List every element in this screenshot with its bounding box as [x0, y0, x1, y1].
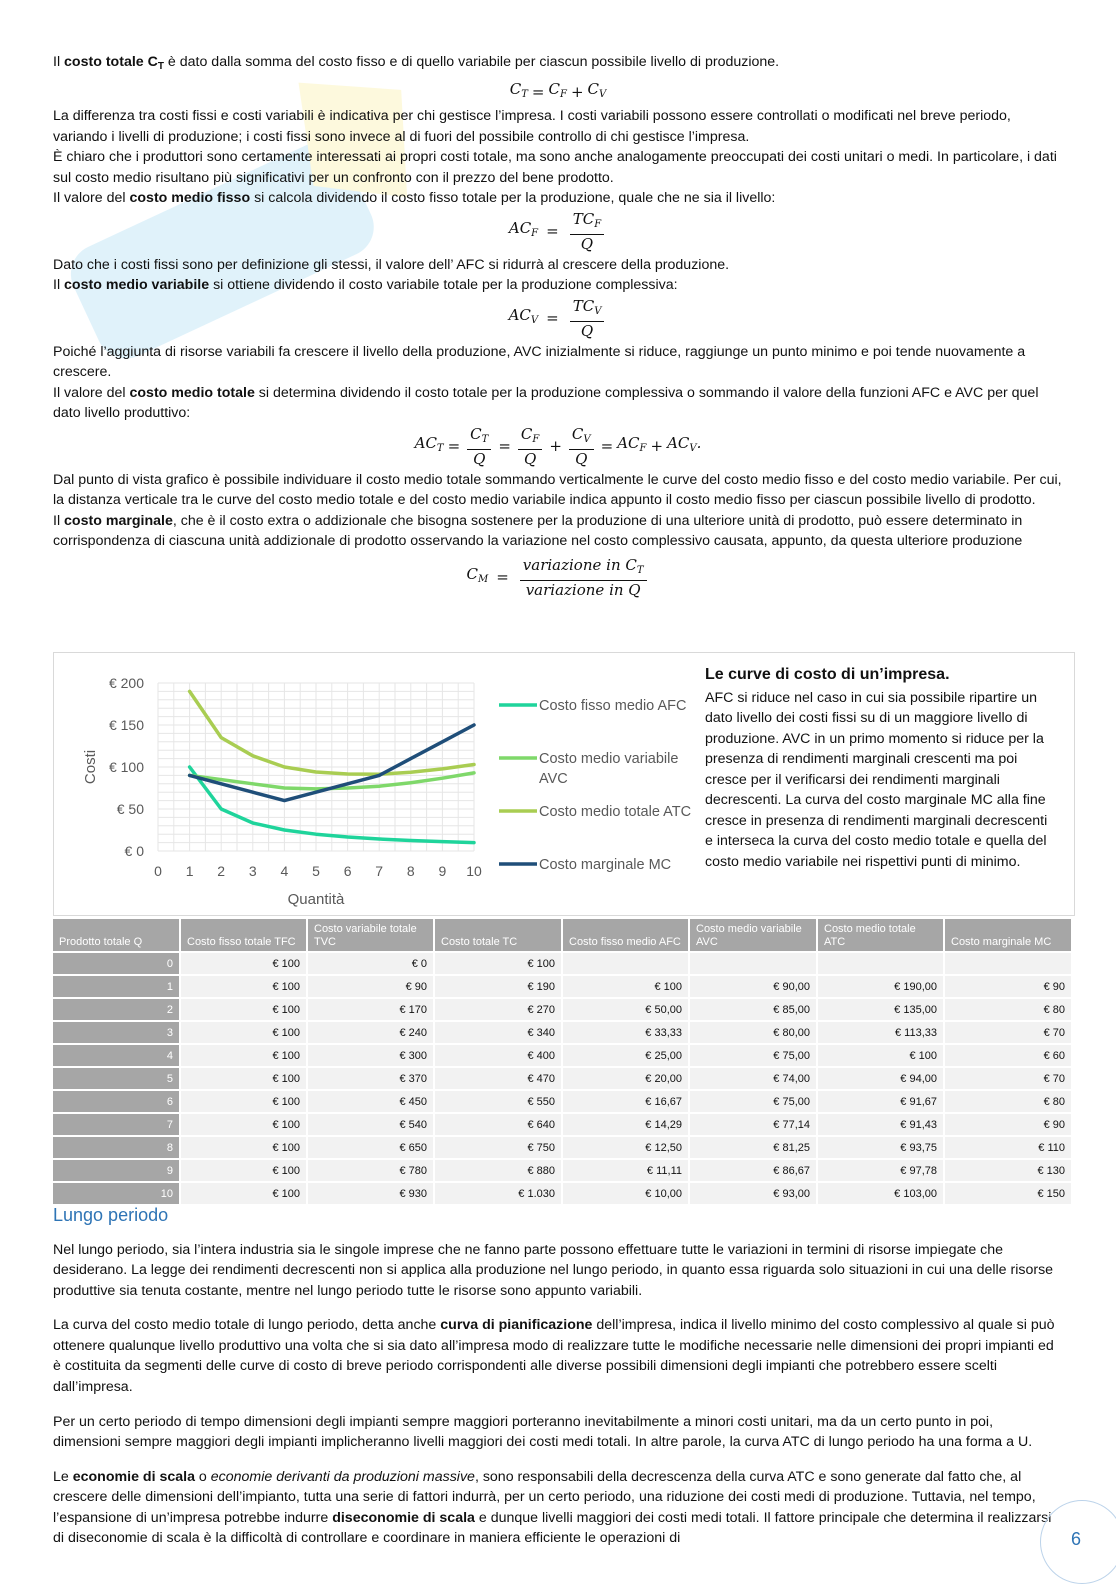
subscript: T — [157, 61, 164, 72]
table-header-cell: Prodotto totale Q — [53, 919, 181, 951]
table-q-cell: 4 — [53, 1045, 181, 1066]
table-cell: € 103,00 — [818, 1183, 945, 1204]
x-tick-label: 0 — [154, 863, 162, 879]
section-paragraph-1: Nel lungo periodo, sia l’intera industria sia le singole imprese che ne fanno parte possono effettuare tutte le variazioni in termini di risorse impiegate che desiderano. La legge dei rendimenti decrescenti non si applica alla produzione nel lungo periodo, in quanto essa riguarda solo situazioni in cui una delle risorse produttive sia tenuta costante, mentre nel lungo periodo tutte le risorse sono appunto variabili. — [53, 1241, 1054, 1299]
paragraph-costo-medio-fisso: Il valore del costo medio fisso si calcola dividendo il costo fisso totale per la produzione, quale che ne sia il livello: — [53, 190, 776, 206]
table-cell: € 91,43 — [818, 1114, 945, 1135]
bold-term: costo medio fisso — [129, 190, 251, 206]
bold-term: diseconomie di scala — [332, 1509, 475, 1526]
table-cell: € 0 — [308, 953, 435, 974]
table-cell: € 1.030 — [435, 1183, 563, 1204]
table-row — [53, 1091, 1073, 1112]
section-paragraph-3: Per un certo periodo di tempo dimensioni degli impianti sempre maggiori porteranno inevitabilmente a minori costi unitari, ma da un certo punto in poi, dimensioni sempre maggiori degli impianti implicheranno livelli maggiori dei costi medi totali. In altre parole, la curva ATC di lungo periodo ha una forma a U. — [53, 1413, 1033, 1451]
table-cell: € 540 — [308, 1114, 435, 1135]
y-tick-label: € 200 — [108, 675, 144, 691]
table-cell: € 33,33 — [563, 1022, 690, 1043]
table-q-cell: 5 — [53, 1068, 181, 1089]
body-text-top — [53, 52, 1063, 601]
table-cell: € 50,00 — [563, 999, 690, 1020]
table-cell: € 100 — [181, 1022, 308, 1043]
table-q-cell: 8 — [53, 1137, 181, 1158]
table-cell: € 90 — [945, 1114, 1073, 1135]
table-cell: € 60 — [945, 1045, 1073, 1066]
table-cell: € 100 — [181, 1137, 308, 1158]
table-cell: € 100 — [181, 1091, 308, 1112]
table-cell: € 190,00 — [818, 976, 945, 997]
table-cell: € 190 — [435, 976, 563, 997]
x-tick-label: 6 — [343, 863, 352, 879]
figure-caption — [705, 665, 1055, 872]
formula-afc: $AC_F$ = $\frac{TC_F}{Q}$ — [53, 210, 1063, 254]
cost-curves-chart — [54, 653, 699, 915]
table-cell: € 93,75 — [818, 1137, 945, 1158]
paragraph-costo-marginale: Il costo marginale, che è il costo extra o addizionale che bisogna sostenere per la produzione di una ulteriore unità di prodotto, può essere determinato in corrispondenza di ciascuna unità addizionale di prodotto osservando la variazione nel costo complessivo causata, appunto, da questa ulteriore produzione — [53, 512, 1023, 549]
table-q-cell: 1 — [53, 976, 181, 997]
caption-text: AFC si riduce nel caso in cui sia possibile ripartire un dato livello dei costi fissi su di un maggiore livello di produzione. AVC in un primo momento si riduce per la presenza di rendimenti marginali crescenti ma poi cresce per il verificarsi dei rendimenti marginali decrescenti. La curva del costo marginale MC alla fine cresce in presenza di rendimenti marginali decrescenti e interseca la curva del costo medio totale e quella del costo medio variabile nei rispettivi punti di minimo. — [705, 689, 1048, 870]
table-row — [53, 999, 1073, 1020]
table-cell: € 130 — [945, 1160, 1073, 1181]
section-heading: Lungo periodo — [53, 1205, 169, 1225]
table-cell: € 780 — [308, 1160, 435, 1181]
table-cell: € 470 — [435, 1068, 563, 1089]
formula-atc: $AC_T$ = $\frac{C_T}{Q}$ = $\frac{C_F}{Q}$ + $\frac{C_V}{Q}$ = $AC_F$ + $AC_V$. — [414, 424, 702, 468]
table-cell: € 400 — [435, 1045, 563, 1066]
paragraph-costo-totale — [53, 52, 1063, 78]
table-cell: € 10,00 — [563, 1183, 690, 1204]
table-cell: € 90 — [945, 976, 1073, 997]
table-cell — [945, 953, 1073, 974]
table-cell — [563, 953, 690, 974]
table-cell: € 80 — [945, 999, 1073, 1020]
paragraph-costo-medio-variabile: Il costo medio variabile si ottiene dividendo il costo variabile totale per la produzione complessiva: — [53, 277, 678, 293]
paragraph-grafico: Dal punto di vista grafico è possibile individuare il costo medio totale sommando verticalmente le curve del costo medio fisso e del costo medio variabile. Per cui, la distanza verticale tra le curve del costo medio totale e del costo medio variabile indica appunto il costo medio fisso per ciascun possibile livello di prodotto. — [53, 471, 1062, 508]
table-cell: € 640 — [435, 1114, 563, 1135]
table-cell: € 80,00 — [690, 1022, 818, 1043]
table-q-cell: 2 — [53, 999, 181, 1020]
table-cell: € 75,00 — [690, 1091, 818, 1112]
cost-table-wrap — [53, 917, 1073, 1206]
y-tick-label: € 100 — [108, 759, 144, 775]
section-paragraph-2: La curva del costo medio totale di lungo periodo, detta anche curva di pianificazione dell’impresa, indica il livello minimo del costo complessivo al quale si può ottenere qualunque livello produttivo una volta che si sia dato all’impresa modo di realizzare tutte le modifiche necessarie nelle dimensioni dei propri impianti ed è costituita da segmenti delle curve di costo di breve periodo corrispondenti alle diverse possibili dimensioni degli impianti che potrebbero essere scelti dall’impresa. — [53, 1317, 1055, 1395]
table-cell: € 240 — [308, 1022, 435, 1043]
table-cell: € 77,14 — [690, 1114, 818, 1135]
bold-term: economie di scala — [72, 1468, 195, 1485]
table-cell: € 110 — [945, 1137, 1073, 1158]
x-tick-label: 10 — [466, 863, 482, 879]
table-cell: € 930 — [308, 1183, 435, 1204]
table-header-row — [53, 919, 1073, 951]
table-row — [53, 1068, 1073, 1089]
italic-term: economie derivanti da produzioni massive — [210, 1468, 475, 1485]
table-cell: € 135,00 — [818, 999, 945, 1020]
table-cell: € 90,00 — [690, 976, 818, 997]
table-cell: € 750 — [435, 1137, 563, 1158]
table-cell: € 86,67 — [690, 1160, 818, 1181]
bold-term: costo medio variabile — [64, 277, 210, 293]
cost-curves-figure — [53, 652, 1075, 916]
table-row — [53, 1022, 1073, 1043]
table-q-cell: 10 — [53, 1183, 181, 1204]
x-tick-label: 7 — [375, 863, 384, 879]
table-cell: € 94,00 — [818, 1068, 945, 1089]
table-cell: € 12,50 — [563, 1137, 690, 1158]
table-cell: € 100 — [818, 1045, 945, 1066]
y-tick-label: € 150 — [108, 717, 144, 733]
table-row — [53, 1183, 1073, 1204]
table-cell: € 100 — [181, 1114, 308, 1135]
table-row — [53, 976, 1073, 997]
table-cell: € 20,00 — [563, 1068, 690, 1089]
formula-ct: $C_T$ = $C_F$ + $C_V$ — [509, 79, 607, 101]
formula-mc: $C_M$ = $\frac{variazione in C_T}{\text{variazione in Q}}$ — [53, 556, 1063, 600]
x-tick-label: 3 — [248, 863, 257, 879]
x-tick-label: 2 — [217, 863, 226, 879]
table-cell: € 16,67 — [563, 1091, 690, 1112]
table-cell: € 550 — [435, 1091, 563, 1112]
legend-label: Costo medio variabile AVC — [539, 751, 679, 787]
section-paragraph-4: Le economie di scala o economie derivanti da produzioni massive, sono responsabili della decrescenza della curva ATC e sono generate dal fatto che, al crescere delle dimensioni dell’impianto, tutta una serie di fattori indurrà, per un certo periodo, una riduzione dei costi medi di produzione. Tuttavia, nel tempo, l’espansione di un’impresa potrebbe indurre diseconomie di scala e dunque livelli maggiori dei costi medi totali. Il fattore principale che determina il realizzarsi di diseconomie di scala è la difficoltà di controllare e coordinare in maniera efficiente le operazioni di — [53, 1468, 1052, 1547]
table-cell: € 74,00 — [690, 1068, 818, 1089]
table-header-cell: Costo marginale MC — [945, 919, 1073, 951]
table-cell: € 100 — [181, 953, 308, 974]
table-row — [53, 1137, 1073, 1158]
table-cell: € 650 — [308, 1137, 435, 1158]
text: Il — [53, 54, 65, 70]
paragraph-avc: Poiché l’aggiunta di risorse variabili fa crescere il livello della produzione, AVC inizialmente si riduce, raggiunge un punto minimo e poi tende nuovamente a crescere. — [53, 343, 1026, 380]
table-cell: € 80 — [945, 1091, 1073, 1112]
table-header-cell: Costo medio totale ATC — [818, 919, 945, 951]
x-tick-label: 9 — [438, 863, 447, 879]
table-header-cell: Costo fisso medio AFC — [563, 919, 690, 951]
table-q-cell: 7 — [53, 1114, 181, 1135]
table-row — [53, 1160, 1073, 1181]
table-cell: € 300 — [308, 1045, 435, 1066]
table-cell: € 14,29 — [563, 1114, 690, 1135]
table-cell: € 91,67 — [818, 1091, 945, 1112]
table-cell: € 70 — [945, 1022, 1073, 1043]
table-cell — [690, 953, 818, 974]
table-cell: € 25,00 — [563, 1045, 690, 1066]
caption-title: Le curve di costo di un’impresa. — [705, 666, 950, 683]
bold-term: costo totale C — [64, 54, 158, 70]
table-cell: € 100 — [181, 976, 308, 997]
legend-label: Costo medio totale ATC — [539, 804, 692, 820]
paragraph-differenza: La differenza tra costi fissi e costi variabili è indicativa per chi gestisce l’impresa. I costi variabili possono essere controllati o modificati nel breve periodo, variando i livelli di produzione; i costi fissi sono invece al di fuori del possibile controllo di chi gestisce l’impresa. — [53, 108, 1011, 145]
table-row — [53, 1114, 1073, 1135]
table-q-cell: 3 — [53, 1022, 181, 1043]
table-cell: € 85,00 — [690, 999, 818, 1020]
table-header-cell: Costo variabile totale TVC — [308, 919, 435, 951]
section-lungo-periodo — [53, 1205, 1063, 1563]
table-cell: € 370 — [308, 1068, 435, 1089]
table-cell: € 100 — [563, 976, 690, 997]
table-q-cell: 6 — [53, 1091, 181, 1112]
table-cell: € 113,33 — [818, 1022, 945, 1043]
table-header-cell: Costo fisso totale TFC — [181, 919, 308, 951]
table-cell: € 11,11 — [563, 1160, 690, 1181]
page-number-badge — [1040, 1500, 1116, 1584]
x-tick-label: 8 — [406, 863, 415, 879]
y-tick-label: € 0 — [124, 843, 144, 859]
legend-label: Costo fisso medio AFC — [539, 698, 687, 714]
table-cell: € 100 — [181, 1160, 308, 1181]
table-cell: € 100 — [181, 1045, 308, 1066]
table-cell: € 450 — [308, 1091, 435, 1112]
table-cell: € 880 — [435, 1160, 563, 1181]
table-cell: € 81,25 — [690, 1137, 818, 1158]
table-cell: € 340 — [435, 1022, 563, 1043]
page-number: 6 — [1071, 1529, 1082, 1549]
bold-term: curva di pianificazione — [440, 1317, 593, 1334]
table-header-cell: Costo totale TC — [435, 919, 563, 951]
table-cell: € 170 — [308, 999, 435, 1020]
paragraph-afc-riduce: Dato che i costi fissi sono per definizione gli stessi, il valore dell’ AFC si ridurrà al crescere della produzione. — [53, 256, 730, 273]
table-cell: € 70 — [945, 1068, 1073, 1089]
table-cell: € 150 — [945, 1183, 1073, 1204]
bold-term: costo medio totale — [129, 384, 255, 401]
paragraph-produttori: È chiaro che i produttori sono certamente interessati ai propri costi totale, ma sono anche analogamente preoccupati dei costi unitari o medi. In particolare, i dati sul costo medio risultano più significativi per un confronto con il prezzo del bene prodotto. — [53, 149, 1057, 186]
formula-avc: $AC_V$ = $\frac{TC_V}{Q}$ — [53, 297, 1063, 341]
table-row — [53, 953, 1073, 974]
table-cell: € 93,00 — [690, 1183, 818, 1204]
table-cell: € 97,78 — [818, 1160, 945, 1181]
table-cell: € 100 — [181, 1068, 308, 1089]
x-tick-label: 4 — [280, 863, 289, 879]
x-tick-label: 5 — [312, 863, 320, 879]
table-q-cell: 0 — [53, 953, 181, 974]
cost-table — [53, 917, 1073, 1206]
table-cell — [818, 953, 945, 974]
y-tick-label: € 50 — [116, 801, 144, 817]
paragraph-costo-medio-totale: Il valore del costo medio totale si determina dividendo il costo totale per la produzione complessiva o sommando il valore della funzioni AFC e AVC per quel dato livello produttivo: — [53, 384, 1039, 421]
x-tick-label: 1 — [185, 863, 194, 879]
table-cell: € 75,00 — [690, 1045, 818, 1066]
y-axis-title: Costi — [82, 749, 99, 785]
table-cell: € 100 — [435, 953, 563, 974]
table-cell: € 90 — [308, 976, 435, 997]
table-cell: € 100 — [181, 999, 308, 1020]
table-q-cell: 9 — [53, 1160, 181, 1181]
table-cell: € 100 — [181, 1183, 308, 1204]
text: è dato dalla somma del costo fisso e di quello variabile per ciascun possibile livello di produzione. — [163, 54, 780, 70]
x-axis-title: Quantità — [287, 891, 345, 908]
bold-term: costo marginale — [64, 512, 173, 529]
table-body — [53, 953, 1073, 1204]
table-header-cell: Costo medio variabile AVC — [690, 919, 818, 951]
legend-label: Costo marginale MC — [539, 857, 672, 873]
table-row — [53, 1045, 1073, 1066]
table-cell: € 270 — [435, 999, 563, 1020]
